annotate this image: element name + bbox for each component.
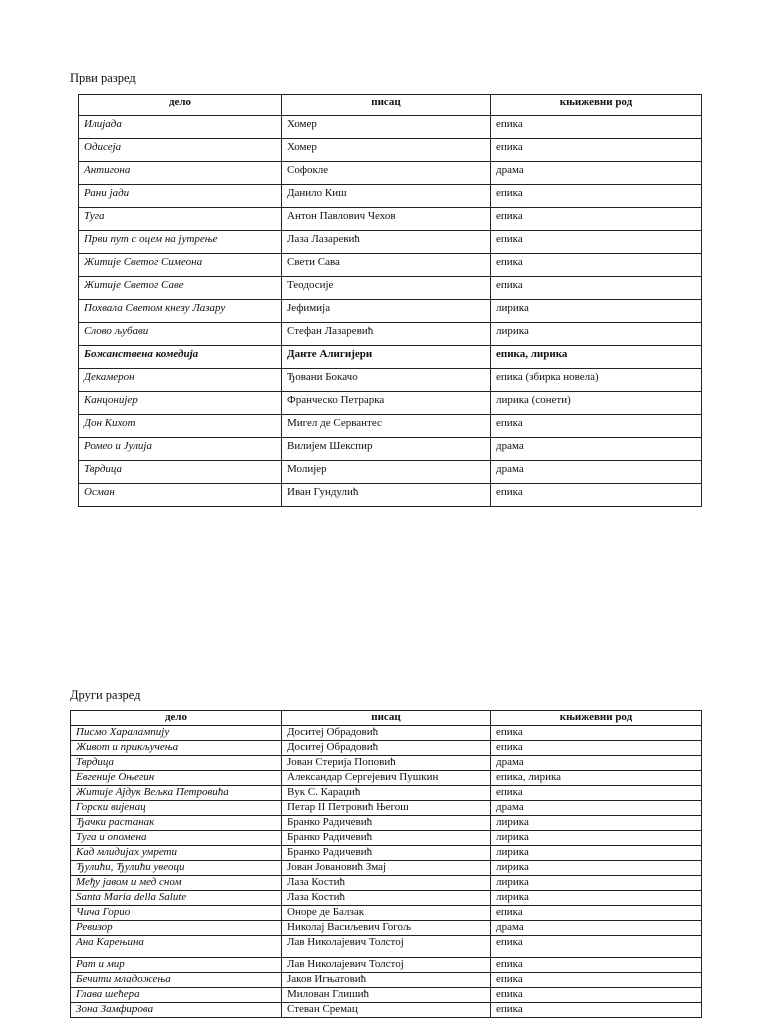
table-row bbox=[79, 415, 702, 438]
cell-author: Лаза Костић bbox=[282, 876, 491, 891]
cell-work: Ана Карењина bbox=[71, 936, 282, 958]
header-work: дело bbox=[79, 95, 282, 116]
table-row bbox=[71, 756, 702, 771]
cell-genre: драма bbox=[491, 801, 702, 816]
cell-author: Данте Алигијери bbox=[282, 346, 491, 369]
cell-work: Одисеја bbox=[79, 139, 282, 162]
cell-genre: лирика bbox=[491, 861, 702, 876]
table-row bbox=[71, 876, 702, 891]
cell-work: Ђачки растанак bbox=[71, 816, 282, 831]
cell-genre: епика bbox=[491, 185, 702, 208]
table-row bbox=[79, 346, 702, 369]
cell-author: Софокле bbox=[282, 162, 491, 185]
cell-author: Бранко Радичевић bbox=[282, 831, 491, 846]
cell-work: Антигона bbox=[79, 162, 282, 185]
cell-work: Бечити младожења bbox=[71, 973, 282, 988]
cell-work: Ревизор bbox=[71, 921, 282, 936]
cell-author: Антон Павлович Чехов bbox=[282, 208, 491, 231]
cell-author: Петар II Петровић Његош bbox=[282, 801, 491, 816]
cell-genre: лирика bbox=[491, 323, 702, 346]
table-header-row bbox=[71, 711, 702, 726]
cell-work: Рани јади bbox=[79, 185, 282, 208]
cell-work: Чича Горио bbox=[71, 906, 282, 921]
header-author: писац bbox=[282, 95, 491, 116]
table-row bbox=[71, 958, 702, 973]
table-row bbox=[79, 231, 702, 254]
cell-work: Santa Maria della Salute bbox=[71, 891, 282, 906]
table-row bbox=[71, 816, 702, 831]
cell-genre: драма bbox=[491, 461, 702, 484]
cell-work: Слово љубави bbox=[79, 323, 282, 346]
cell-genre: епика bbox=[491, 415, 702, 438]
table-row bbox=[79, 438, 702, 461]
cell-author: Бранко Радичевић bbox=[282, 816, 491, 831]
table-row bbox=[71, 846, 702, 861]
cell-work: Туга и опомена bbox=[71, 831, 282, 846]
cell-author: Иван Гундулић bbox=[282, 484, 491, 507]
header-work: дело bbox=[71, 711, 282, 726]
cell-genre: епика bbox=[491, 231, 702, 254]
cell-author: Лаза Лазаревић bbox=[282, 231, 491, 254]
cell-work: Канцонијер bbox=[79, 392, 282, 415]
cell-author: Јефимија bbox=[282, 300, 491, 323]
cell-genre: лирика bbox=[491, 831, 702, 846]
cell-author: Вук С. Караџић bbox=[282, 786, 491, 801]
cell-genre: епика bbox=[491, 936, 702, 958]
table-row bbox=[79, 116, 702, 139]
table-row bbox=[79, 323, 702, 346]
cell-work: Зона Замфирова bbox=[71, 1003, 282, 1018]
cell-work: Евгеније Оњегин bbox=[71, 771, 282, 786]
cell-genre: епика bbox=[491, 254, 702, 277]
cell-genre: епика, лирика bbox=[491, 771, 702, 786]
cell-genre: епика bbox=[491, 1003, 702, 1018]
cell-genre: лирика (сонети) bbox=[491, 392, 702, 415]
cell-author: Јован Стерија Поповић bbox=[282, 756, 491, 771]
table-row bbox=[71, 891, 702, 906]
cell-genre: епика bbox=[491, 277, 702, 300]
table-row bbox=[79, 254, 702, 277]
cell-work: Ђулићи, Ђулићи увеоци bbox=[71, 861, 282, 876]
cell-work: Тврдица bbox=[71, 756, 282, 771]
first-grade-title: Први разред bbox=[70, 71, 136, 85]
table-row bbox=[71, 801, 702, 816]
cell-author: Лаза Костић bbox=[282, 891, 491, 906]
cell-author: Александар Сергејевич Пушкин bbox=[282, 771, 491, 786]
cell-author: Теодосије bbox=[282, 277, 491, 300]
table-row bbox=[79, 277, 702, 300]
cell-work: Живот и прикључења bbox=[71, 741, 282, 756]
cell-genre: драма bbox=[491, 921, 702, 936]
cell-work: Житије Светог Саве bbox=[79, 277, 282, 300]
cell-work: Божанствена комедија bbox=[79, 346, 282, 369]
cell-genre: драма bbox=[491, 756, 702, 771]
cell-work: Житије Ајдук Вељка Петровића bbox=[71, 786, 282, 801]
table-row bbox=[71, 906, 702, 921]
cell-author: Вилијем Шекспир bbox=[282, 438, 491, 461]
cell-genre: лирика bbox=[491, 846, 702, 861]
table-row bbox=[71, 861, 702, 876]
cell-genre: драма bbox=[491, 162, 702, 185]
cell-author: Данило Киш bbox=[282, 185, 491, 208]
table-row bbox=[79, 461, 702, 484]
cell-genre: епика bbox=[491, 786, 702, 801]
second-grade-title: Други разред bbox=[70, 688, 141, 702]
cell-author: Мигел де Сервантес bbox=[282, 415, 491, 438]
cell-genre: лирика bbox=[491, 891, 702, 906]
cell-genre: лирика bbox=[491, 816, 702, 831]
cell-author: Бранко Радичевић bbox=[282, 846, 491, 861]
table-row bbox=[71, 936, 702, 958]
cell-author: Франческо Петрарка bbox=[282, 392, 491, 415]
cell-author: Ђовани Бокачо bbox=[282, 369, 491, 392]
cell-author: Николај Васиљевич Гогољ bbox=[282, 921, 491, 936]
cell-author: Јован Јовановић Змај bbox=[282, 861, 491, 876]
table-row bbox=[79, 139, 702, 162]
table-row bbox=[71, 726, 702, 741]
table-row bbox=[71, 741, 702, 756]
table-row bbox=[71, 1003, 702, 1018]
cell-work: Туга bbox=[79, 208, 282, 231]
cell-genre: епика (збирка новела) bbox=[491, 369, 702, 392]
cell-genre: епика bbox=[491, 988, 702, 1003]
cell-work: Глава шећера bbox=[71, 988, 282, 1003]
cell-work: Кад млидијах умрети bbox=[71, 846, 282, 861]
cell-genre: епика bbox=[491, 958, 702, 973]
table-row bbox=[71, 786, 702, 801]
cell-author: Милован Глишић bbox=[282, 988, 491, 1003]
cell-author: Лав Николајевич Толстој bbox=[282, 958, 491, 973]
cell-work: Похвала Светом кнезу Лазару bbox=[79, 300, 282, 323]
cell-work: Тврдица bbox=[79, 461, 282, 484]
cell-work: Горски вијенац bbox=[71, 801, 282, 816]
cell-genre: епика bbox=[491, 906, 702, 921]
table-row bbox=[71, 988, 702, 1003]
cell-author: Јаков Игњатовић bbox=[282, 973, 491, 988]
cell-genre: епика bbox=[491, 116, 702, 139]
cell-author: Хомер bbox=[282, 139, 491, 162]
cell-genre: лирика bbox=[491, 300, 702, 323]
cell-author: Стеван Сремац bbox=[282, 1003, 491, 1018]
cell-genre: епика bbox=[491, 973, 702, 988]
table-row bbox=[79, 162, 702, 185]
cell-work: Дон Кихот bbox=[79, 415, 282, 438]
cell-author: Хомер bbox=[282, 116, 491, 139]
cell-work: Први пут с оцем на јутрење bbox=[79, 231, 282, 254]
table-row bbox=[71, 921, 702, 936]
table-row bbox=[79, 369, 702, 392]
table-row bbox=[79, 300, 702, 323]
cell-work: Житије Светог Симеона bbox=[79, 254, 282, 277]
cell-author: Свети Сава bbox=[282, 254, 491, 277]
cell-genre: епика bbox=[491, 726, 702, 741]
cell-author: Молијер bbox=[282, 461, 491, 484]
cell-genre: епика bbox=[491, 208, 702, 231]
table-row bbox=[79, 208, 702, 231]
cell-author: Доситеј Обрадовић bbox=[282, 741, 491, 756]
table-row bbox=[79, 392, 702, 415]
cell-genre: епика bbox=[491, 741, 702, 756]
first-grade-table bbox=[78, 94, 702, 507]
cell-work: Међу јавом и мед сном bbox=[71, 876, 282, 891]
table-row bbox=[79, 484, 702, 507]
header-genre: књижевни род bbox=[491, 711, 702, 726]
cell-genre: лирика bbox=[491, 876, 702, 891]
cell-author: Оноре де Балзак bbox=[282, 906, 491, 921]
cell-work: Ромео и Јулија bbox=[79, 438, 282, 461]
cell-author: Лав Николајевич Толстој bbox=[282, 936, 491, 958]
cell-genre: епика bbox=[491, 139, 702, 162]
cell-genre: епика bbox=[491, 484, 702, 507]
cell-work: Декамерон bbox=[79, 369, 282, 392]
cell-author: Стефан Лазаревић bbox=[282, 323, 491, 346]
table-row bbox=[71, 771, 702, 786]
cell-work: Рат и мир bbox=[71, 958, 282, 973]
second-grade-table bbox=[70, 710, 702, 1018]
table-row bbox=[71, 973, 702, 988]
header-author: писац bbox=[282, 711, 491, 726]
header-genre: књижевни род bbox=[491, 95, 702, 116]
cell-genre: епика, лирика bbox=[491, 346, 702, 369]
cell-genre: драма bbox=[491, 438, 702, 461]
cell-work: Илијада bbox=[79, 116, 282, 139]
cell-work: Осман bbox=[79, 484, 282, 507]
cell-work: Писмо Харалампију bbox=[71, 726, 282, 741]
table-row bbox=[79, 185, 702, 208]
cell-author: Доситеј Обрадовић bbox=[282, 726, 491, 741]
table-row bbox=[71, 831, 702, 846]
table-header-row bbox=[79, 95, 702, 116]
